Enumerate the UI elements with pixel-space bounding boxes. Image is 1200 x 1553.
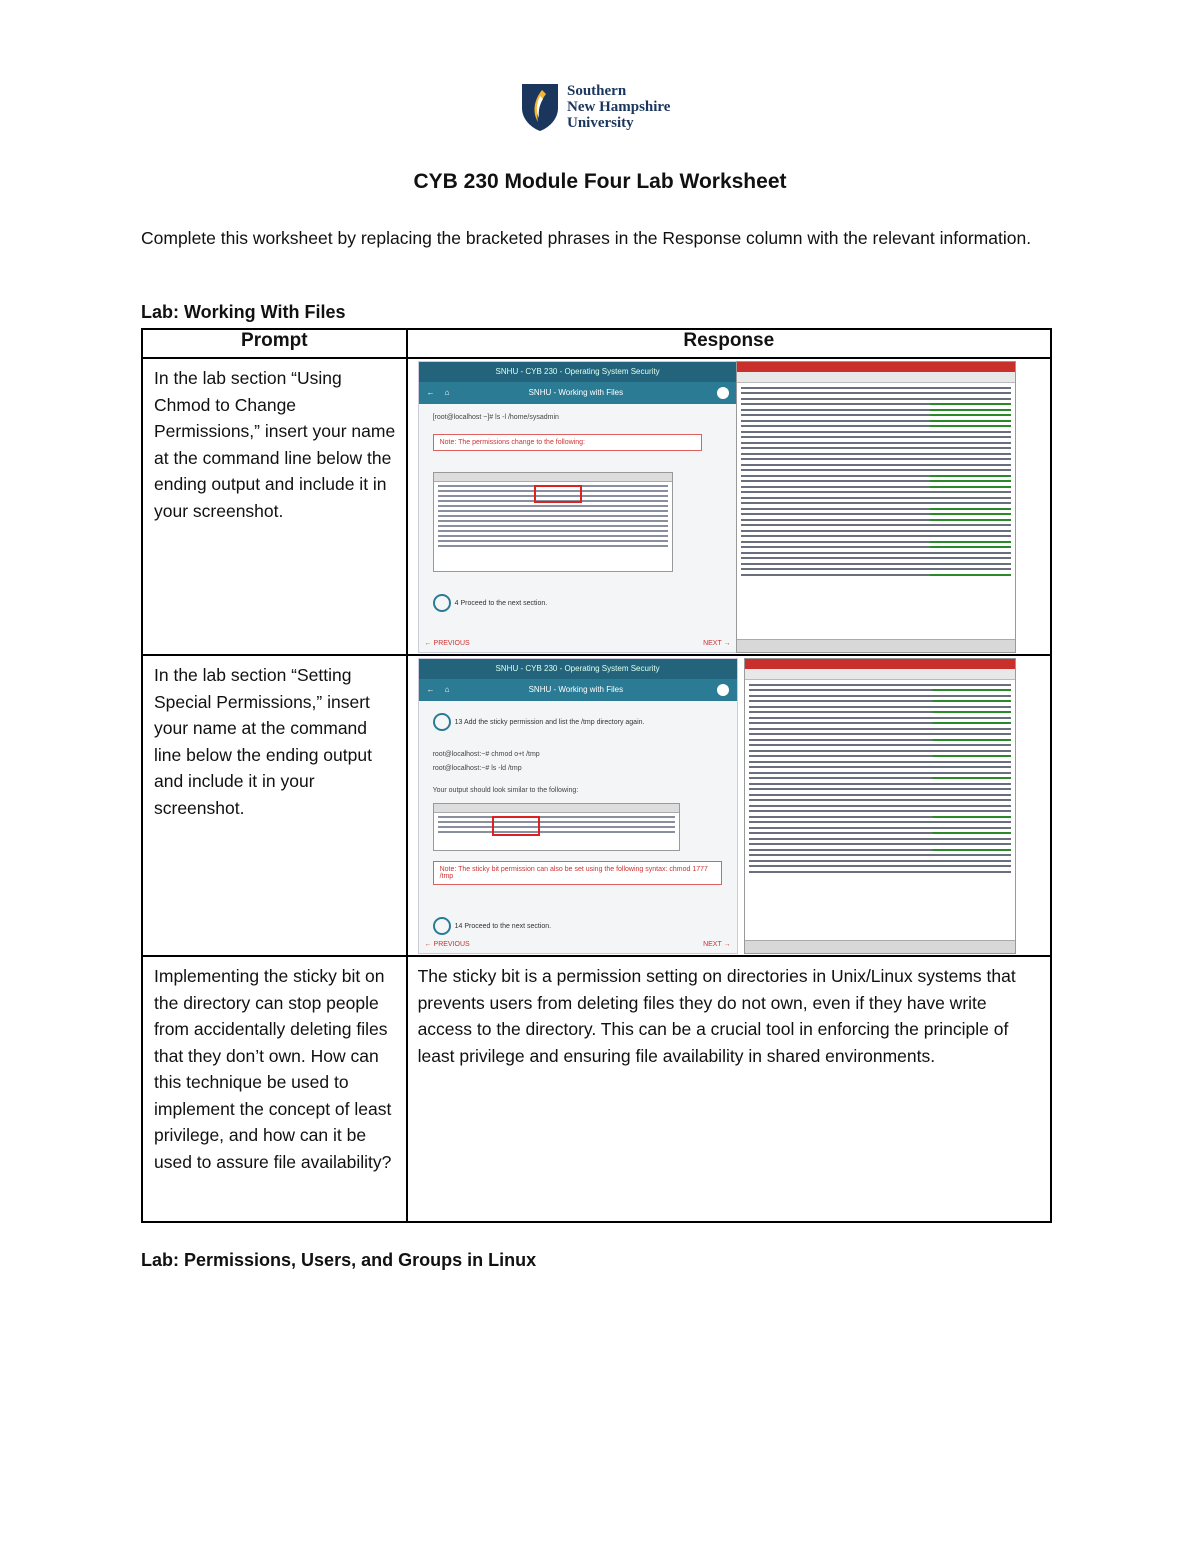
step-number: 13 [454,718,463,726]
back-arrow-icon[interactable]: ← [426,388,435,397]
mini-terminal [433,803,680,851]
home-icon[interactable]: ⌂ [444,685,450,694]
response-screenshot-cell [407,358,1051,655]
table-row [142,358,1051,655]
prompt-line: [root@localhost ~]# ls -l /home/sysadmin [432,414,559,421]
menu-icon[interactable] [717,387,729,399]
highlight-box [534,485,582,503]
lab-screenshot-1 [418,361,1016,653]
table-row [142,655,1051,956]
lab-nav-title: SNHU - Working with Files [528,685,624,694]
note-box: Note: The permissions change to the following: [433,434,702,451]
snhu-shield-icon [520,82,560,132]
step-number: 4 [454,599,459,607]
mini-terminal [433,472,673,572]
lab1-heading: Lab: Working With Files [141,302,346,322]
table-header-row [142,329,1051,358]
step-number: 14 [454,922,463,930]
worksheet-table [141,328,1052,1223]
lab-nav-bar [419,382,737,404]
logo-line-3: University [567,115,634,131]
lab2-heading: Lab: Permissions, Users, and Groups in Linux [141,1250,537,1270]
intro-paragraph: Complete this worksheet by replacing the bracketed phrases in the Response column with the relevant information. [141,228,1032,248]
command-line-1: root@localhost:~# chmod o+t /tmp [432,751,540,758]
home-icon[interactable]: ⌂ [444,388,450,397]
previous-link[interactable]: ← PREVIOUS [424,640,470,647]
step-number-badge [433,594,451,612]
back-arrow-icon[interactable]: ← [426,685,435,694]
step-number-badge [433,917,451,935]
step-13 [433,713,645,731]
note-box: Note: The sticky bit permission can also be set using the following syntax: chmod 1777 /tmp [433,861,722,885]
prev-next-nav [425,640,731,650]
next-link[interactable]: NEXT → [703,941,731,948]
page-title: CYB 230 Module Four Lab Worksheet [413,170,787,193]
step-text: Proceed to the next section. [460,599,548,607]
terminal-window [744,658,1016,954]
lab-screenshot-2 [418,658,1016,954]
prev-next-nav [425,941,731,951]
table-row [142,956,1051,1222]
terminal-window [736,361,1016,653]
highlight-box [492,816,540,836]
prompt-cell: In the lab section “Using Chmod to Change Permissions,” insert your name at the command line below the ending output and include it in your screenshot. [142,358,407,655]
step-proceed [433,594,548,612]
prompt-cell: In the lab section “Setting Special Permissions,” insert your name at the command line below the ending output and include it in your screenshot. [142,655,407,956]
output-text: Your output should look similar to the following: [432,787,579,794]
prompt-cell: Implementing the sticky bit on the directory can stop people from accidentally deleting files that they don’t own. How can this technique be used to implement the concept of least privilege, and how can it be used to assure file availability? [142,956,407,1222]
step-number-badge [433,713,451,731]
response-screenshot-cell [407,655,1051,956]
step-text: Add the sticky permission and list the /tmp directory again. [463,718,645,726]
response-text-cell: The sticky bit is a permission setting on directories in Unix/Linux systems that prevents users from deleting files they do not own, even if they have write access to the directory. This can be a crucial tool in enforcing the principle of least privilege and ensuring file availability in shared environments. [407,956,1051,1222]
logo-line-1: Southern [567,83,627,99]
lab-instructions-pane [418,658,738,954]
lab-nav-bar [419,679,737,701]
step-14 [433,917,552,935]
logo-line-2: New Hampshire [567,99,671,115]
lab-nav-title: SNHU - Working with Files [528,388,624,397]
prompt-column-header: Prompt [142,329,407,358]
command-line-2: root@localhost:~# ls -ld /tmp [432,765,522,772]
step-text: Proceed to the next section. [464,922,552,930]
lab-instructions-pane [418,361,738,653]
next-link[interactable]: NEXT → [703,640,731,647]
snhu-logo [520,82,700,134]
response-column-header: Response [407,329,1051,358]
lab-top-bar: SNHU - CYB 230 - Operating System Security [419,659,737,679]
previous-link[interactable]: ← PREVIOUS [424,941,470,948]
menu-icon[interactable] [717,684,729,696]
lab-top-bar: SNHU - CYB 230 - Operating System Security [419,362,737,382]
